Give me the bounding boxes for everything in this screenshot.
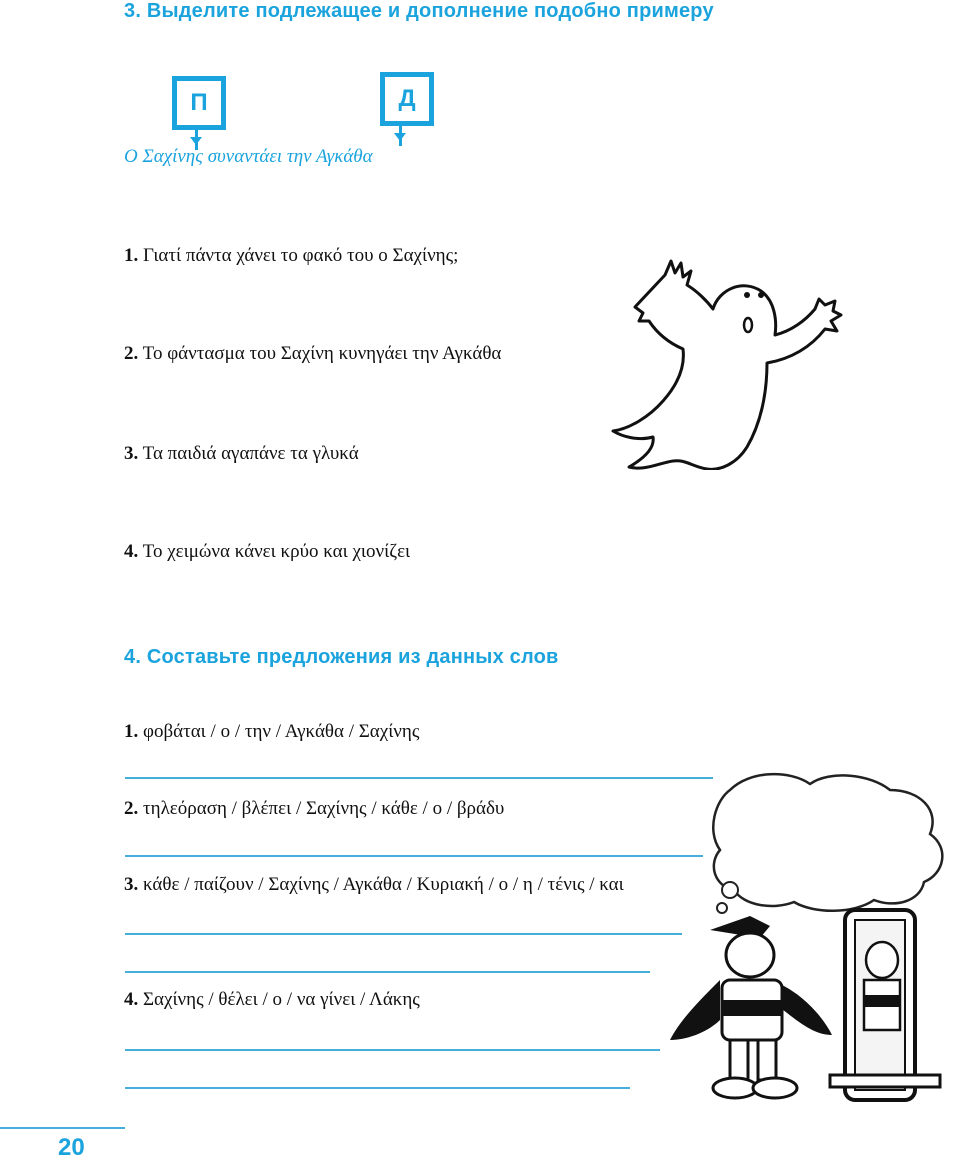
item-number: 3. <box>124 874 139 895</box>
subject-marker: П <box>172 76 226 130</box>
exercise-3-item-4 <box>124 541 410 563</box>
exercise-4-item-4 <box>124 989 420 1011</box>
subject-arrowhead-icon <box>190 137 202 145</box>
exercise-4-item-3 <box>124 874 624 896</box>
exercise-4-item-1 <box>124 721 419 743</box>
object-arrowhead-icon <box>394 133 406 141</box>
item-number: 4. <box>124 989 139 1010</box>
item-text: τηλεόραση / βλέπει / Σαχίνης / κάθε / ο / βράδυ <box>143 798 505 819</box>
object-marker: Д <box>380 72 434 126</box>
answer-line[interactable] <box>125 855 703 857</box>
item-number: 1. <box>124 245 139 266</box>
character-mirror-illustration <box>650 770 950 1120</box>
exercise-3-item-2 <box>124 343 501 365</box>
item-number: 3. <box>124 443 139 464</box>
exercise-4-heading: 4. Составьте предложения из данных слов <box>124 646 559 668</box>
example-sentence: Ο Σαχίνης συναντάει την Αγκάθα <box>124 146 373 167</box>
exercise-3-item-1 <box>124 245 458 267</box>
ghost-illustration <box>605 255 845 470</box>
item-text: Τα παιδιά αγαπάνε τα γλυκά <box>142 443 359 464</box>
item-text: Το χειμώνα κάνει κρύο και χιονίζει <box>142 541 411 562</box>
page-number: 20 <box>58 1134 85 1161</box>
item-text: φοβάται / ο / την / Αγκάθα / Σαχίνης <box>143 721 420 742</box>
item-text: κάθε / παίζουν / Σαχίνης / Αγκάθα / Κυριακή / ο / η / τένις / και <box>143 874 624 895</box>
page-number-rule <box>0 1127 125 1129</box>
exercise-4-item-2 <box>124 798 504 820</box>
item-text: Γιατί πάντα χάνει το φακό του ο Σαχίνης; <box>143 245 459 266</box>
answer-line[interactable] <box>125 1049 660 1051</box>
item-number: 2. <box>124 343 139 364</box>
answer-line[interactable] <box>125 1087 630 1089</box>
item-text: Το φάντασμα του Σαχίνη κυνηγάει την Αγκάθα <box>142 343 502 364</box>
answer-line[interactable] <box>125 777 713 779</box>
item-number: 2. <box>124 798 139 819</box>
item-number: 1. <box>124 721 139 742</box>
item-number: 4. <box>124 541 139 562</box>
exercise-3-item-3 <box>124 443 359 465</box>
item-text: Σαχίνης / θέλει / ο / να γίνει / Λάκης <box>143 989 420 1010</box>
answer-line[interactable] <box>125 971 650 973</box>
answer-line[interactable] <box>125 933 682 935</box>
exercise-3-heading: 3. Выделите подлежащее и дополнение подобно примеру <box>124 0 714 22</box>
